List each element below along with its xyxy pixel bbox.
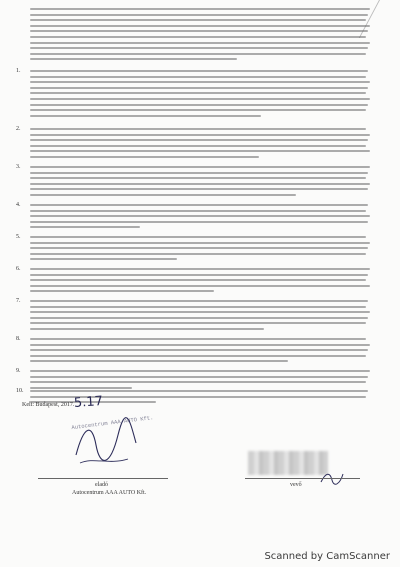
text-line — [30, 285, 370, 287]
buyer-signature-line — [245, 478, 360, 479]
text-line — [30, 242, 370, 244]
text-line — [30, 317, 368, 319]
text-line — [30, 47, 368, 49]
text-line — [30, 381, 366, 383]
text-line — [30, 387, 132, 389]
text-line — [30, 349, 368, 351]
text-line — [30, 8, 370, 10]
text-line — [30, 128, 366, 130]
text-line — [30, 30, 368, 32]
text-line — [30, 355, 366, 357]
text-line — [30, 376, 368, 378]
section-number: 9. — [16, 368, 21, 374]
text-line — [30, 25, 370, 27]
text-line — [30, 328, 264, 330]
text-line — [30, 98, 370, 100]
text-line — [30, 360, 288, 362]
text-line — [30, 221, 368, 223]
text-line — [30, 115, 261, 117]
text-line — [30, 258, 177, 260]
text-line — [30, 311, 370, 313]
text-line — [30, 36, 366, 38]
text-line — [30, 183, 370, 185]
text-line — [30, 92, 366, 94]
text-line — [30, 268, 370, 270]
section-number: 3. — [16, 164, 21, 170]
text-line — [30, 338, 366, 340]
section-number: 8. — [16, 336, 21, 342]
text-line — [30, 19, 366, 21]
text-line — [30, 109, 366, 111]
text-line — [30, 104, 368, 106]
section-number: 4. — [16, 202, 21, 208]
buyer-label: vevő — [290, 482, 302, 488]
text-line — [30, 42, 370, 44]
section-number: 7. — [16, 298, 21, 304]
text-line — [30, 204, 368, 206]
seller-signature-line — [38, 478, 168, 479]
section-number: 1. — [16, 68, 21, 74]
seller-label: eladó — [95, 482, 108, 488]
text-line — [30, 300, 368, 302]
text-line — [30, 139, 368, 141]
text-line — [30, 210, 366, 212]
text-line — [30, 166, 370, 168]
text-line — [30, 87, 368, 89]
text-line — [30, 188, 368, 190]
redacted-buyer-signature — [248, 451, 328, 475]
text-line — [30, 247, 368, 249]
text-line — [30, 236, 366, 238]
text-line — [30, 145, 366, 147]
place-date: Kelt: Budapest, 2017. — [22, 402, 75, 408]
text-line — [30, 306, 366, 308]
text-line — [30, 274, 368, 276]
text-line — [30, 76, 366, 78]
text-line — [30, 58, 237, 60]
section-number: 2. — [16, 126, 21, 132]
text-line — [30, 70, 368, 72]
text-line — [30, 81, 370, 83]
text-line — [30, 156, 259, 158]
text-line — [30, 390, 368, 392]
text-line — [30, 226, 140, 228]
seller-company: Autocentrum AAA AUTO Kft. — [72, 490, 147, 496]
text-line — [30, 172, 368, 174]
text-line — [30, 344, 370, 346]
text-line — [30, 177, 366, 179]
seller-signature — [70, 415, 140, 473]
text-line — [30, 14, 368, 16]
handwritten-date: 5.17 — [73, 394, 104, 411]
text-line — [30, 290, 214, 292]
stamp-line: Autocentrum AAA AUTO Kft. — [71, 414, 154, 432]
text-line — [30, 150, 370, 152]
section-number: 10. — [16, 388, 24, 394]
section-number: 6. — [16, 266, 21, 272]
text-line — [30, 279, 366, 281]
text-line — [30, 253, 366, 255]
text-line — [30, 322, 366, 324]
text-line — [30, 134, 370, 136]
text-line — [30, 215, 370, 217]
scanner-watermark: Scanned by CamScanner — [264, 551, 390, 562]
text-line — [30, 53, 366, 55]
section-number: 5. — [16, 234, 21, 240]
text-line — [30, 194, 296, 196]
